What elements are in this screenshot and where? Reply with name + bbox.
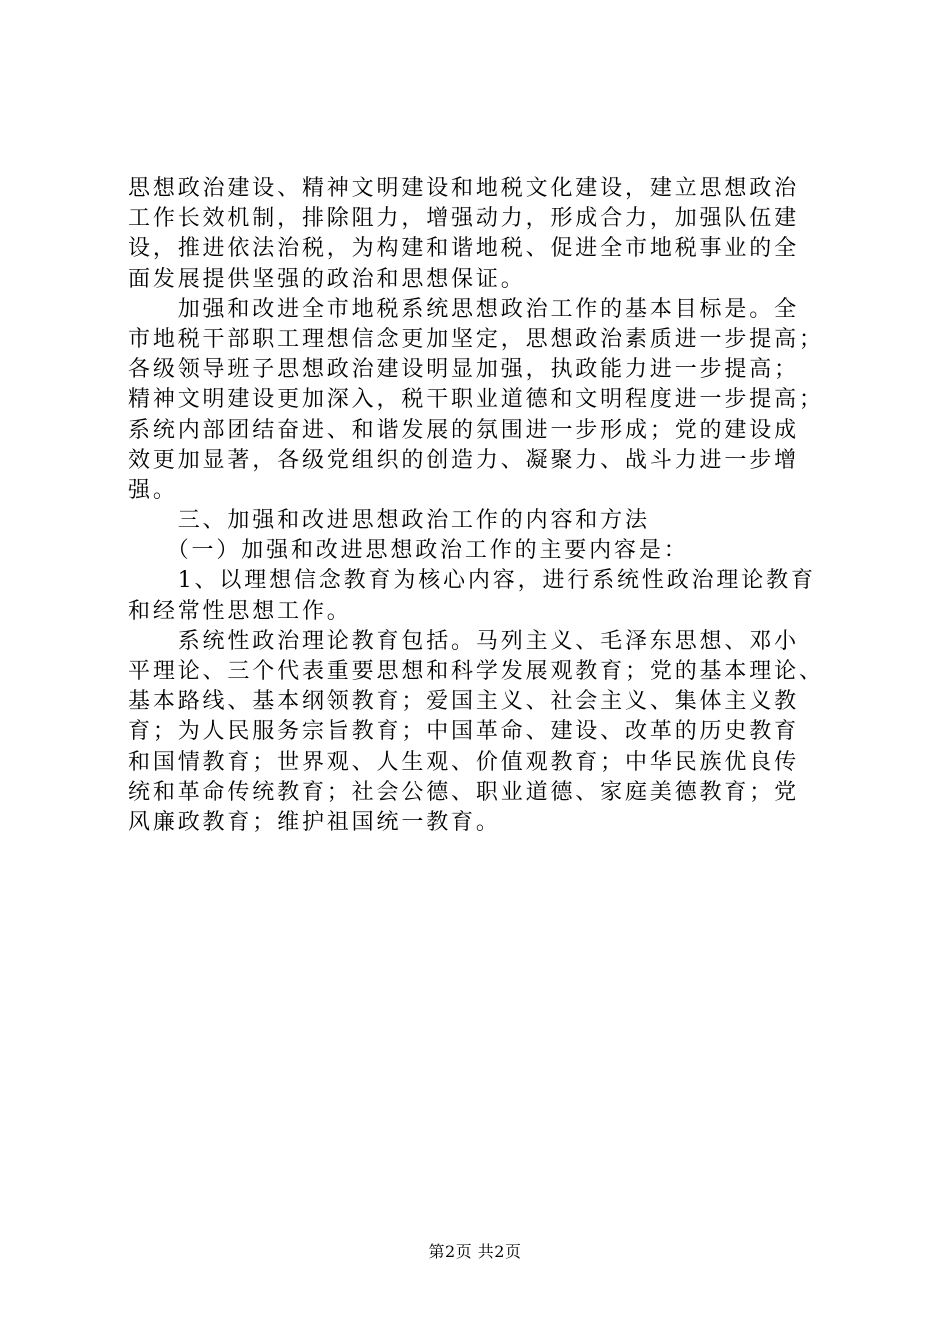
text-line: 风廉政教育；维护祖国统一教育。	[128, 809, 501, 835]
text-line: 设，推进依法治税，为构建和谐地税、促进全市地税事业的全	[128, 236, 799, 262]
text-line: 1、以理想信念教育为核心内容，进行系统性政治理论教育	[128, 568, 816, 594]
text-line: 思想政治建设、精神文明建设和地税文化建设，建立思想政治	[128, 176, 799, 201]
text-line: 市地税干部职工理想信念更加坚定，思想政治素质进一步提高；	[128, 326, 824, 352]
text-line: 加强和改进全市地税系统思想政治工作的基本目标是。全	[128, 296, 799, 322]
text-line: 平理论、三个代表重要思想和科学发展观教育；党的基本理论、	[128, 659, 824, 684]
text-line: 育；为人民服务宗旨教育；中国革命、建设、改革的历史教育	[128, 719, 799, 745]
text-line: 各级领导班子思想政治建设明显加强，执政能力进一步提高；	[128, 357, 799, 383]
text-line: 统和革命传统教育；社会公德、职业道德、家庭美德教育；党	[128, 779, 799, 805]
text-line: 和经常性思想工作。	[128, 598, 352, 624]
text-line: 系统性政治理论教育包括。马列主义、毛泽东思想、邓小	[128, 628, 799, 654]
text-line: 和国情教育；世界观、人生观、价值观教育；中华民族优良传	[128, 749, 799, 775]
section-heading: 三、加强和改进思想政治工作的内容和方法	[128, 508, 650, 534]
text-line: 精神文明建设更加深入，税干职业道德和文明程度进一步提高；	[128, 387, 824, 413]
text-line: 强。	[128, 477, 178, 503]
document-body	[128, 174, 830, 838]
text-line: 基本路线、基本纲领教育；爱国主义、社会主义、集体主义教	[128, 689, 799, 715]
text-line: 系统内部团结奋进、和谐发展的氛围进一步形成；党的建设成	[128, 417, 799, 443]
subsection-heading: （一）加强和改进思想政治工作的主要内容是：	[128, 538, 689, 564]
text-line: 面发展提供坚强的政治和思想保证。	[128, 266, 526, 292]
text-line: 效更加显著，各级党组织的创造力、凝聚力、战斗力进一步增	[128, 447, 799, 473]
page-number-footer: 第2页 共2页	[428, 1242, 522, 1261]
text-line: 工作长效机制，排除阻力，增强动力，形成合力，加强队伍建	[128, 206, 799, 232]
